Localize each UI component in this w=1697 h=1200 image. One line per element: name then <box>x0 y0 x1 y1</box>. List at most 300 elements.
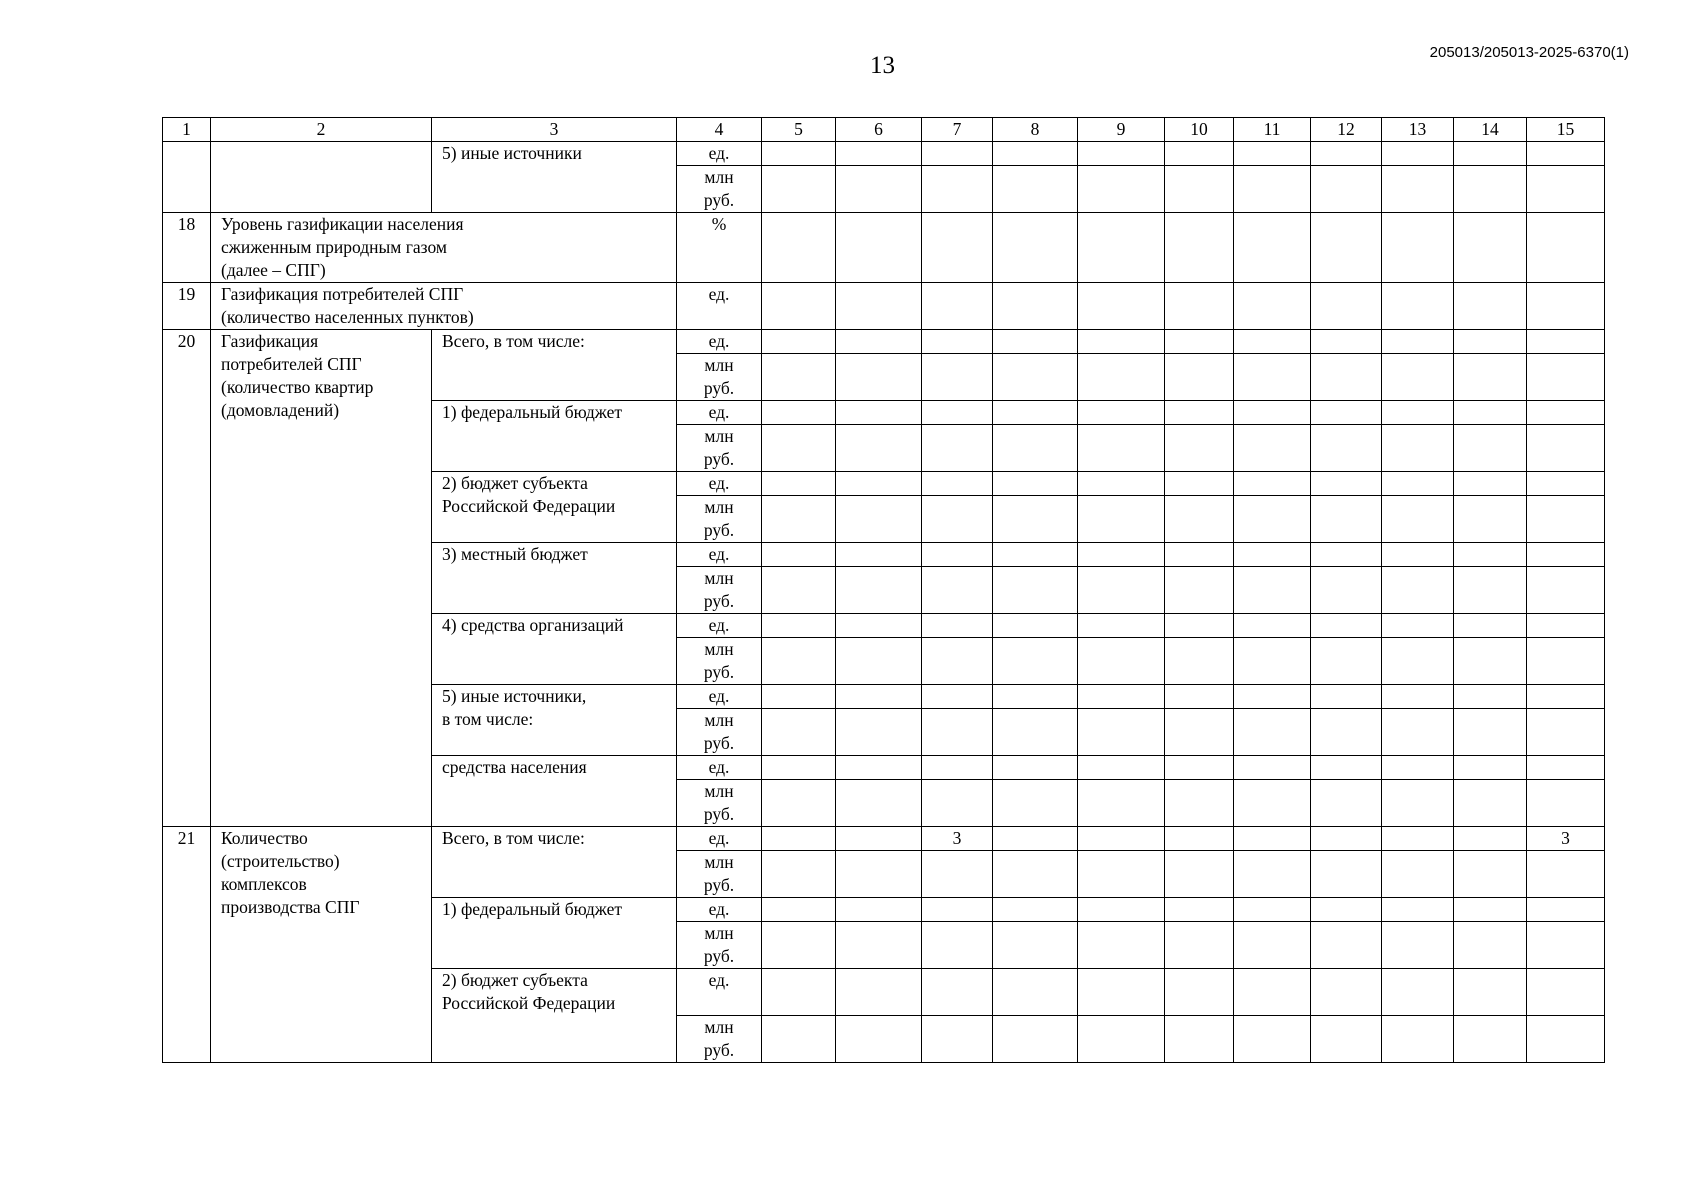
unit-label: ед. <box>677 401 762 425</box>
value-cell-col6 <box>836 496 922 543</box>
value-cell-col7 <box>922 614 993 638</box>
value-cell-col13 <box>1382 922 1454 969</box>
unit-label: ед. <box>677 142 762 166</box>
value-cell-col13 <box>1382 354 1454 401</box>
value-cell-col8 <box>993 496 1078 543</box>
value-cell-col7 <box>922 496 993 543</box>
value-cell-col13 <box>1382 851 1454 898</box>
value-cell-col9 <box>1078 898 1165 922</box>
value-cell-col15 <box>1527 472 1605 496</box>
value-cell-col8 <box>993 166 1078 213</box>
header-col-5: 5 <box>762 118 836 142</box>
value-cell-col8 <box>993 969 1078 1016</box>
table-row <box>163 213 1605 283</box>
header-col-6: 6 <box>836 118 922 142</box>
value-cell-col6 <box>836 142 922 166</box>
value-cell-col7: 3 <box>922 827 993 851</box>
value-cell-col10 <box>1165 425 1234 472</box>
value-cell-col9 <box>1078 213 1165 283</box>
value-cell-col10 <box>1165 166 1234 213</box>
value-cell-col14 <box>1454 472 1527 496</box>
value-cell-col9 <box>1078 354 1165 401</box>
value-cell-col8 <box>993 1016 1078 1063</box>
value-cell-col14 <box>1454 401 1527 425</box>
value-cell-col6 <box>836 922 922 969</box>
value-cell-col12 <box>1311 685 1382 709</box>
value-cell-col12 <box>1311 166 1382 213</box>
unit-label: ед. <box>677 330 762 354</box>
value-cell-col6 <box>836 1016 922 1063</box>
unit-label: млн руб. <box>677 354 762 401</box>
indicator-name-cell <box>211 142 432 213</box>
value-cell-col10 <box>1165 969 1234 1016</box>
value-cell-col8 <box>993 922 1078 969</box>
value-cell-col8 <box>993 638 1078 685</box>
unit-label: ед. <box>677 827 762 851</box>
value-cell-col13 <box>1382 827 1454 851</box>
value-cell-col6 <box>836 780 922 827</box>
value-cell-col8 <box>993 213 1078 283</box>
value-cell-col9 <box>1078 283 1165 330</box>
value-cell-col7 <box>922 354 993 401</box>
value-cell-col11 <box>1234 213 1311 283</box>
row-number: 18 <box>163 213 211 283</box>
header-col-7: 7 <box>922 118 993 142</box>
value-cell-col12 <box>1311 827 1382 851</box>
value-cell-col13 <box>1382 425 1454 472</box>
value-cell-col8 <box>993 780 1078 827</box>
value-cell-col14 <box>1454 851 1527 898</box>
value-cell-col7 <box>922 543 993 567</box>
header-col-3: 3 <box>432 118 677 142</box>
value-cell-col12 <box>1311 425 1382 472</box>
value-cell-col10 <box>1165 567 1234 614</box>
value-cell-col10 <box>1165 330 1234 354</box>
value-cell-col15 <box>1527 709 1605 756</box>
value-cell-col12 <box>1311 354 1382 401</box>
unit-label: млн руб. <box>677 567 762 614</box>
value-cell-col14 <box>1454 166 1527 213</box>
value-cell-col13 <box>1382 166 1454 213</box>
value-cell-col5 <box>762 425 836 472</box>
row-number: 20 <box>163 330 211 827</box>
value-cell-col13 <box>1382 543 1454 567</box>
value-cell-col13 <box>1382 780 1454 827</box>
value-cell-col14 <box>1454 685 1527 709</box>
value-cell-col6 <box>836 472 922 496</box>
table-row <box>163 118 1605 142</box>
unit-label: млн руб. <box>677 1016 762 1063</box>
source-label: 1) федеральный бюджет <box>432 898 677 969</box>
value-cell-col11 <box>1234 756 1311 780</box>
value-cell-col13 <box>1382 756 1454 780</box>
unit-label: млн руб. <box>677 166 762 213</box>
value-cell-col13 <box>1382 969 1454 1016</box>
value-cell-col11 <box>1234 638 1311 685</box>
unit-label: млн руб. <box>677 780 762 827</box>
value-cell-col14 <box>1454 614 1527 638</box>
value-cell-col9 <box>1078 330 1165 354</box>
value-cell-col5 <box>762 638 836 685</box>
table-row <box>163 142 1605 166</box>
value-cell-col14 <box>1454 922 1527 969</box>
value-cell-col11 <box>1234 496 1311 543</box>
value-cell-col7 <box>922 330 993 354</box>
value-cell-col11 <box>1234 851 1311 898</box>
header-col-15: 15 <box>1527 118 1605 142</box>
value-cell-col7 <box>922 685 993 709</box>
value-cell-col10 <box>1165 827 1234 851</box>
header-col-13: 13 <box>1382 118 1454 142</box>
value-cell-col12 <box>1311 756 1382 780</box>
value-cell-col14 <box>1454 354 1527 401</box>
value-cell-col5 <box>762 780 836 827</box>
value-cell-col8 <box>993 898 1078 922</box>
value-cell-col7 <box>922 567 993 614</box>
value-cell-col10 <box>1165 213 1234 283</box>
indicator-name: Количество (строительство) комплексов производства СПГ <box>211 827 432 1063</box>
value-cell-col11 <box>1234 543 1311 567</box>
value-cell-col12 <box>1311 1016 1382 1063</box>
header-col-2: 2 <box>211 118 432 142</box>
value-cell-col6 <box>836 283 922 330</box>
value-cell-col6 <box>836 756 922 780</box>
value-cell-col12 <box>1311 142 1382 166</box>
value-cell-col7 <box>922 401 993 425</box>
value-cell-col12 <box>1311 283 1382 330</box>
value-cell-col15 <box>1527 969 1605 1016</box>
value-cell-col9 <box>1078 1016 1165 1063</box>
header-col-1: 1 <box>163 118 211 142</box>
value-cell-col13 <box>1382 330 1454 354</box>
value-cell-col15 <box>1527 638 1605 685</box>
value-cell-col14 <box>1454 330 1527 354</box>
value-cell-col7 <box>922 1016 993 1063</box>
source-label: 2) бюджет субъекта Российской Федерации <box>432 472 677 543</box>
value-cell-col9 <box>1078 685 1165 709</box>
value-cell-col15 <box>1527 780 1605 827</box>
value-cell-col13 <box>1382 614 1454 638</box>
value-cell-col6 <box>836 401 922 425</box>
value-cell-col15 <box>1527 401 1605 425</box>
value-cell-col6 <box>836 614 922 638</box>
value-cell-col11 <box>1234 401 1311 425</box>
value-cell-col8 <box>993 614 1078 638</box>
value-cell-col5 <box>762 851 836 898</box>
value-cell-col7 <box>922 213 993 283</box>
value-cell-col13 <box>1382 496 1454 543</box>
value-cell-col8 <box>993 851 1078 898</box>
value-cell-col15 <box>1527 142 1605 166</box>
value-cell-col14 <box>1454 898 1527 922</box>
value-cell-col14 <box>1454 543 1527 567</box>
value-cell-col11 <box>1234 330 1311 354</box>
source-label: 1) федеральный бюджет <box>432 401 677 472</box>
value-cell-col15 <box>1527 851 1605 898</box>
value-cell-col5 <box>762 401 836 425</box>
value-cell-col14 <box>1454 496 1527 543</box>
value-cell-col7 <box>922 756 993 780</box>
value-cell-col7 <box>922 969 993 1016</box>
indicator-name: Газификация потребителей СПГ (количество населенных пунктов) <box>211 283 677 330</box>
value-cell-col8 <box>993 543 1078 567</box>
value-cell-col12 <box>1311 969 1382 1016</box>
unit-label: млн руб. <box>677 922 762 969</box>
value-cell-col8 <box>993 472 1078 496</box>
value-cell-col12 <box>1311 851 1382 898</box>
value-cell-col10 <box>1165 543 1234 567</box>
value-cell-col9 <box>1078 166 1165 213</box>
value-cell-col8 <box>993 330 1078 354</box>
value-cell-col14 <box>1454 756 1527 780</box>
value-cell-col12 <box>1311 614 1382 638</box>
value-cell-col12 <box>1311 213 1382 283</box>
value-cell-col5 <box>762 330 836 354</box>
value-cell-col5 <box>762 709 836 756</box>
value-cell-col10 <box>1165 472 1234 496</box>
value-cell-col11 <box>1234 827 1311 851</box>
value-cell-col6 <box>836 354 922 401</box>
value-cell-col11 <box>1234 614 1311 638</box>
value-cell-col10 <box>1165 756 1234 780</box>
value-cell-col15 <box>1527 213 1605 283</box>
value-cell-col5 <box>762 543 836 567</box>
value-cell-col12 <box>1311 780 1382 827</box>
unit-label: ед. <box>677 614 762 638</box>
unit-label: % <box>677 213 762 283</box>
value-cell-col10 <box>1165 709 1234 756</box>
value-cell-col9 <box>1078 614 1165 638</box>
value-cell-col15 <box>1527 330 1605 354</box>
value-cell-col11 <box>1234 969 1311 1016</box>
value-cell-col5 <box>762 213 836 283</box>
value-cell-col9 <box>1078 496 1165 543</box>
unit-label: млн руб. <box>677 425 762 472</box>
value-cell-col13 <box>1382 472 1454 496</box>
value-cell-col14 <box>1454 638 1527 685</box>
value-cell-col10 <box>1165 401 1234 425</box>
value-cell-col14 <box>1454 567 1527 614</box>
value-cell-col12 <box>1311 472 1382 496</box>
unit-label: ед. <box>677 969 762 1016</box>
value-cell-col15: 3 <box>1527 827 1605 851</box>
value-cell-col5 <box>762 354 836 401</box>
value-cell-col10 <box>1165 142 1234 166</box>
value-cell-col14 <box>1454 425 1527 472</box>
value-cell-col6 <box>836 330 922 354</box>
value-cell-col10 <box>1165 851 1234 898</box>
value-cell-col9 <box>1078 543 1165 567</box>
value-cell-col8 <box>993 142 1078 166</box>
unit-label: млн руб. <box>677 496 762 543</box>
value-cell-col13 <box>1382 685 1454 709</box>
value-cell-col12 <box>1311 567 1382 614</box>
unit-label: ед. <box>677 543 762 567</box>
value-cell-col9 <box>1078 827 1165 851</box>
value-cell-col11 <box>1234 283 1311 330</box>
value-cell-col6 <box>836 213 922 283</box>
value-cell-col11 <box>1234 567 1311 614</box>
value-cell-col15 <box>1527 567 1605 614</box>
value-cell-col9 <box>1078 401 1165 425</box>
row-number: 19 <box>163 283 211 330</box>
value-cell-col13 <box>1382 283 1454 330</box>
page-number: 13 <box>870 52 895 79</box>
value-cell-col12 <box>1311 401 1382 425</box>
value-cell-col12 <box>1311 922 1382 969</box>
table-row <box>163 827 1605 851</box>
value-cell-col12 <box>1311 330 1382 354</box>
table-row <box>163 330 1605 354</box>
value-cell-col13 <box>1382 898 1454 922</box>
value-cell-col9 <box>1078 425 1165 472</box>
value-cell-col10 <box>1165 1016 1234 1063</box>
value-cell-col6 <box>836 851 922 898</box>
value-cell-col10 <box>1165 638 1234 685</box>
unit-label: ед. <box>677 283 762 330</box>
table-row <box>163 283 1605 330</box>
value-cell-col8 <box>993 283 1078 330</box>
value-cell-col9 <box>1078 969 1165 1016</box>
value-cell-col15 <box>1527 922 1605 969</box>
value-cell-col14 <box>1454 213 1527 283</box>
value-cell-col10 <box>1165 922 1234 969</box>
indicator-name: Уровень газификации населения сжиженным природным газом (далее – СПГ) <box>211 213 677 283</box>
value-cell-col10 <box>1165 780 1234 827</box>
value-cell-col15 <box>1527 283 1605 330</box>
value-cell-col10 <box>1165 283 1234 330</box>
value-cell-col9 <box>1078 780 1165 827</box>
value-cell-col6 <box>836 969 922 1016</box>
value-cell-col11 <box>1234 142 1311 166</box>
value-cell-col13 <box>1382 142 1454 166</box>
header-col-9: 9 <box>1078 118 1165 142</box>
value-cell-col15 <box>1527 1016 1605 1063</box>
value-cell-col5 <box>762 472 836 496</box>
value-cell-col9 <box>1078 756 1165 780</box>
unit-label: ед. <box>677 898 762 922</box>
value-cell-col10 <box>1165 614 1234 638</box>
value-cell-col7 <box>922 638 993 685</box>
value-cell-col13 <box>1382 1016 1454 1063</box>
value-cell-col5 <box>762 898 836 922</box>
value-cell-col11 <box>1234 709 1311 756</box>
value-cell-col5 <box>762 567 836 614</box>
value-cell-col13 <box>1382 638 1454 685</box>
value-cell-col10 <box>1165 685 1234 709</box>
source-label: 2) бюджет субъекта Российской Федерации <box>432 969 677 1063</box>
value-cell-col7 <box>922 898 993 922</box>
value-cell-col12 <box>1311 709 1382 756</box>
value-cell-col9 <box>1078 472 1165 496</box>
value-cell-col14 <box>1454 969 1527 1016</box>
source-label: средства населения <box>432 756 677 827</box>
value-cell-col6 <box>836 709 922 756</box>
value-cell-col8 <box>993 709 1078 756</box>
value-cell-col13 <box>1382 401 1454 425</box>
value-cell-col5 <box>762 685 836 709</box>
unit-label: млн руб. <box>677 638 762 685</box>
value-cell-col8 <box>993 354 1078 401</box>
value-cell-col14 <box>1454 283 1527 330</box>
value-cell-col6 <box>836 685 922 709</box>
value-cell-col7 <box>922 472 993 496</box>
value-cell-col11 <box>1234 780 1311 827</box>
value-cell-col9 <box>1078 142 1165 166</box>
value-cell-col5 <box>762 969 836 1016</box>
value-cell-col12 <box>1311 638 1382 685</box>
value-cell-col8 <box>993 567 1078 614</box>
value-cell-col12 <box>1311 496 1382 543</box>
value-cell-col5 <box>762 827 836 851</box>
document-id: 205013/205013-2025-6370(1) <box>1429 44 1629 61</box>
header-col-11: 11 <box>1234 118 1311 142</box>
value-cell-col13 <box>1382 213 1454 283</box>
value-cell-col15 <box>1527 898 1605 922</box>
value-cell-col11 <box>1234 425 1311 472</box>
value-cell-col7 <box>922 166 993 213</box>
value-cell-col5 <box>762 1016 836 1063</box>
value-cell-col11 <box>1234 898 1311 922</box>
unit-label: ед. <box>677 472 762 496</box>
value-cell-col8 <box>993 401 1078 425</box>
unit-label: ед. <box>677 756 762 780</box>
value-cell-col11 <box>1234 472 1311 496</box>
value-cell-col6 <box>836 567 922 614</box>
value-cell-col9 <box>1078 567 1165 614</box>
row-number: 21 <box>163 827 211 1063</box>
value-cell-col5 <box>762 496 836 543</box>
value-cell-col9 <box>1078 638 1165 685</box>
value-cell-col6 <box>836 638 922 685</box>
value-cell-col15 <box>1527 166 1605 213</box>
value-cell-col6 <box>836 543 922 567</box>
value-cell-col8 <box>993 756 1078 780</box>
value-cell-col7 <box>922 709 993 756</box>
value-cell-col11 <box>1234 922 1311 969</box>
value-cell-col6 <box>836 166 922 213</box>
source-label: 3) местный бюджет <box>432 543 677 614</box>
value-cell-col7 <box>922 780 993 827</box>
value-cell-col15 <box>1527 354 1605 401</box>
value-cell-col9 <box>1078 851 1165 898</box>
value-cell-col10 <box>1165 354 1234 401</box>
unit-label: млн руб. <box>677 851 762 898</box>
value-cell-col14 <box>1454 709 1527 756</box>
value-cell-col7 <box>922 142 993 166</box>
value-cell-col14 <box>1454 827 1527 851</box>
value-cell-col10 <box>1165 496 1234 543</box>
value-cell-col7 <box>922 425 993 472</box>
value-cell-col5 <box>762 614 836 638</box>
header-col-14: 14 <box>1454 118 1527 142</box>
value-cell-col7 <box>922 922 993 969</box>
value-cell-col9 <box>1078 709 1165 756</box>
value-cell-col9 <box>1078 922 1165 969</box>
value-cell-col11 <box>1234 354 1311 401</box>
value-cell-col13 <box>1382 567 1454 614</box>
value-cell-col7 <box>922 851 993 898</box>
header-col-10: 10 <box>1165 118 1234 142</box>
value-cell-col5 <box>762 142 836 166</box>
value-cell-col15 <box>1527 756 1605 780</box>
source-label: Всего, в том числе: <box>432 827 677 898</box>
value-cell-col5 <box>762 922 836 969</box>
indicator-name: Газификация потребителей СПГ (количество квартир (домовладений) <box>211 330 432 827</box>
value-cell-col12 <box>1311 543 1382 567</box>
value-cell-col15 <box>1527 685 1605 709</box>
value-cell-col6 <box>836 425 922 472</box>
